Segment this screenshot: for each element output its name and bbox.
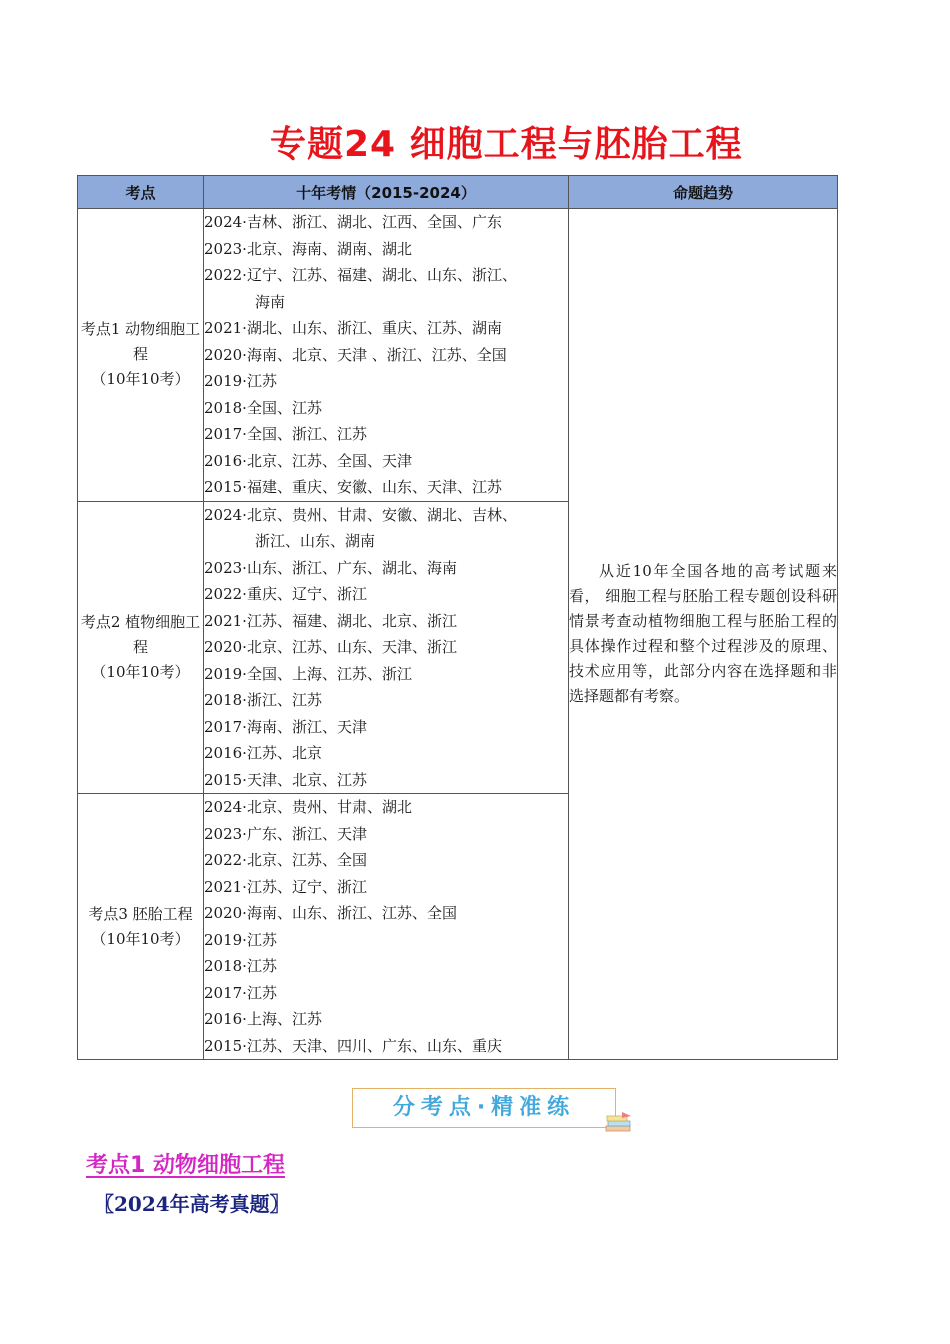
year-entry: 2019·全国、上海、江苏、浙江 [204, 664, 412, 683]
trend-text: 从近10年全国各地的高考试题来看， 细胞工程与胚胎工程专题创设科研情景考查动植物细胞工程与胚胎工程的具体操作过程和整个过程涉及的原理、技术应用等，此部分内容在选择题和非选择题都有考察。 [569, 562, 837, 705]
year-entry: 2020·海南、山东、浙江、江苏、全国 [204, 904, 457, 922]
year-entry: 浙江、山东、湖南 [255, 532, 376, 550]
topic-count: （10年10考） [91, 370, 190, 389]
topic-label: 考点2 植物细胞工程 [80, 612, 201, 656]
year-entry: 2017·江苏 [204, 983, 277, 1002]
history-cell [204, 501, 569, 794]
year-entry: 2024·北京、贵州、甘肃、安徽、湖北、吉林、 [204, 505, 517, 524]
topic-label: 考点3 胚胎工程 [88, 904, 193, 923]
year-entry: 2016·上海、江苏 [204, 1010, 322, 1028]
history-cell [204, 209, 569, 502]
year-entry: 2019·江苏 [204, 930, 277, 949]
table-header-row [78, 176, 838, 209]
topic-count: （10年10考） [91, 662, 190, 681]
books-icon [604, 1110, 634, 1136]
year-entry: 2023·广东、浙江、天津 [204, 824, 367, 843]
header-topic: 考点 [78, 176, 204, 209]
trend-cell [569, 209, 838, 1060]
page-title: 专题24 细胞工程与胚胎工程 [270, 124, 743, 165]
year-entry: 2018·全国、江苏 [204, 398, 322, 417]
year-entry: 2024·吉林、浙江、湖北、江西、全国、广东 [204, 213, 502, 231]
practice-badge: 分考点·精准练 [352, 1088, 616, 1128]
year-entry: 2018·江苏 [204, 957, 277, 975]
year-entry: 2021·江苏、辽宁、浙江 [204, 877, 367, 896]
table-row [78, 209, 838, 502]
year-entry: 2019·江苏 [204, 372, 277, 390]
year-entry: 2022·辽宁、江苏、福建、湖北、山东、浙江、 [204, 266, 517, 284]
topic-cell [78, 501, 204, 794]
history-cell [204, 794, 569, 1060]
year-entry: 海南 [255, 292, 286, 311]
year-entry: 2023·北京、海南、湖南、湖北 [204, 239, 412, 258]
year-entry: 2021·湖北、山东、浙江、重庆、江苏、湖南 [204, 319, 502, 337]
year-entry: 2016·北京、江苏、全国、天津 [204, 451, 412, 470]
year-entry: 2020·海南、北京、天津 、浙江、江苏、全国 [204, 345, 507, 364]
year-entry: 2022·重庆、辽宁、浙江 [204, 585, 367, 603]
year-entry: 2016·江苏、北京 [204, 744, 322, 762]
year-entry: 2024·北京、贵州、甘肃、湖北 [204, 798, 412, 816]
year-entry: 2020·北京、江苏、山东、天津、浙江 [204, 638, 457, 656]
year-entry: 2017·全国、浙江、江苏 [204, 425, 367, 443]
topic-cell [78, 794, 204, 1060]
section-heading: 考点1 动物细胞工程 [86, 1153, 285, 1178]
header-history: 十年考情（2015-2024） [204, 176, 569, 209]
header-trend: 命题趋势 [569, 176, 838, 209]
year-entry: 2015·福建、重庆、安徽、山东、天津、江苏 [204, 478, 502, 496]
year-entry: 2018·浙江、江苏 [204, 691, 322, 709]
topic-label: 考点1 动物细胞工程 [80, 320, 201, 364]
topic-cell [78, 209, 204, 502]
year-entry: 2017·海南、浙江、天津 [204, 717, 367, 736]
year-entry: 2015·江苏、天津、四川、广东、山东、重庆 [204, 1036, 502, 1055]
year-entry: 2023·山东、浙江、广东、湖北、海南 [204, 558, 457, 577]
exam-summary-table [77, 175, 838, 1060]
topic-count: （10年10考） [91, 929, 190, 948]
exam-year-subheading: 〖2024年高考真题〗 [94, 1192, 290, 1216]
year-entry: 2021·江苏、福建、湖北、北京、浙江 [204, 611, 457, 630]
year-entry: 2022·北京、江苏、全国 [204, 851, 367, 869]
year-entry: 2015·天津、北京、江苏 [204, 770, 367, 789]
